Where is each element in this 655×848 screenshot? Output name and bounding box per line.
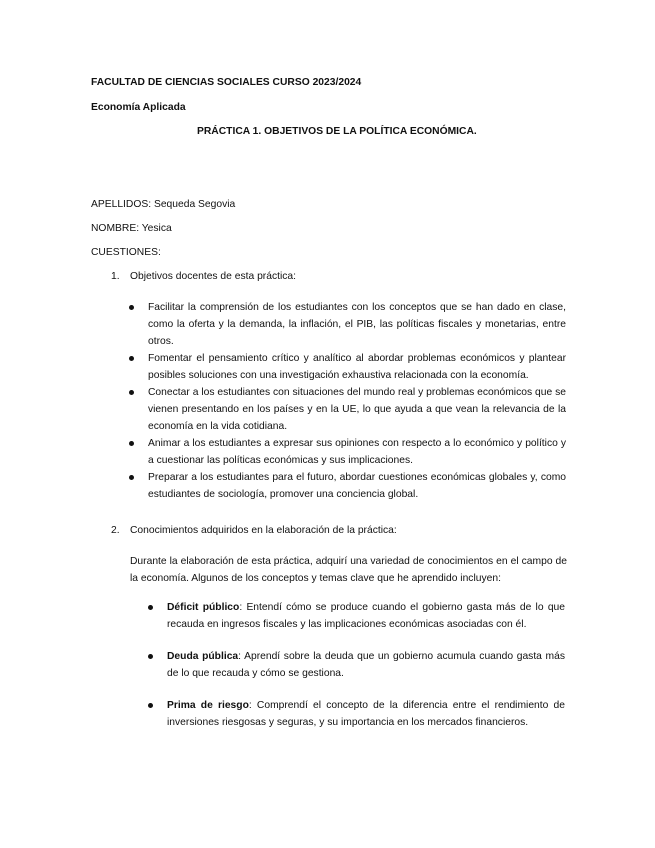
concept-term: Prima de riesgo bbox=[167, 700, 249, 711]
concept-description: Comprendí el concepto de la diferencia entre el rendimiento de inversiones riesgosas y seguras, y su importancia en los mercados financieros. bbox=[167, 700, 565, 728]
list-item: Fomentar el pensamiento crítico y analítico al abordar problemas económicos y plantear posibles soluciones con una investigación exhaustiva relacionada con la economía. bbox=[148, 350, 566, 384]
concept-description: Entendí cómo se produce cuando el gobierno gasta más de lo que recauda en ingresos fiscales y las implicaciones económicas asociadas con él. bbox=[167, 602, 565, 630]
questions-label: CUESTIONES: bbox=[91, 247, 161, 258]
student-surnames: APELLIDOS: Sequeda Segovia bbox=[91, 199, 236, 210]
list-item: Deuda pública: Aprendí sobre la deuda que un gobierno acumula cuando gasta más de lo que recauda y cómo se gestiona. bbox=[167, 648, 565, 682]
bullet-icon bbox=[129, 305, 134, 310]
faculty-header: FACULTAD DE CIENCIAS SOCIALES CURSO 2023/2024 bbox=[91, 77, 362, 88]
student-name: NOMBRE: Yesica bbox=[91, 223, 172, 234]
question-1-number: 1. bbox=[111, 271, 120, 282]
bullet-icon bbox=[129, 390, 134, 395]
question-1-heading: Objetivos docentes de esta práctica: bbox=[130, 271, 296, 282]
list-item: Facilitar la comprensión de los estudiantes con los conceptos que se han dado en clase, como la oferta y la demanda, la inflación, el PIB, las políticas fiscales y monetarias, entre otros. bbox=[148, 299, 566, 350]
subject-title: Economía Aplicada bbox=[91, 102, 186, 113]
question-1-bullet-list bbox=[148, 299, 566, 503]
bullet-icon bbox=[129, 356, 134, 361]
list-item: Preparar a los estudiantes para el futuro, abordar cuestiones económicas globales y, como estudiantes de sociología, promover una conciencia global. bbox=[148, 469, 566, 503]
concept-description: Aprendí sobre la deuda que un gobierno acumula cuando gasta más de lo que recauda y cómo se gestiona. bbox=[167, 651, 565, 679]
question-2-heading: Conocimientos adquiridos en la elaboración de la práctica: bbox=[130, 525, 397, 536]
list-item: Animar a los estudiantes a expresar sus opiniones con respecto a lo económico y político y a cuestionar las políticas económicas y sus implicaciones. bbox=[148, 435, 566, 469]
question-2-concept-list bbox=[167, 599, 565, 731]
bullet-icon bbox=[129, 441, 134, 446]
concept-term: Déficit público bbox=[167, 602, 240, 613]
list-item: Conectar a los estudiantes con situaciones del mundo real y problemas económicos que se vienen presentando en los países y en la UE, lo que ayuda a que vean la relevancia de la economía en la vida cotidiana. bbox=[148, 384, 566, 435]
bullet-icon bbox=[129, 475, 134, 480]
concept-term: Deuda pública bbox=[167, 651, 239, 662]
bullet-icon bbox=[148, 605, 153, 610]
practice-title: PRÁCTICA 1. OBJETIVOS DE LA POLÍTICA ECONÓMICA. bbox=[197, 126, 477, 137]
bullet-icon bbox=[148, 654, 153, 659]
question-2-number: 2. bbox=[111, 525, 120, 536]
list-item: Déficit público: Entendí cómo se produce cuando el gobierno gasta más de lo que recauda en ingresos fiscales y las implicaciones económicas asociadas con él. bbox=[167, 599, 565, 633]
list-item: Prima de riesgo: Comprendí el concepto de la diferencia entre el rendimiento de inversiones riesgosas y seguras, y su importancia en los mercados financieros. bbox=[167, 697, 565, 731]
question-2-intro: Durante la elaboración de esta práctica, adquirí una variedad de conocimientos en el campo de la economía. Algunos de los conceptos y temas clave que he aprendido incluyen: bbox=[130, 556, 567, 584]
bullet-icon bbox=[148, 703, 153, 708]
